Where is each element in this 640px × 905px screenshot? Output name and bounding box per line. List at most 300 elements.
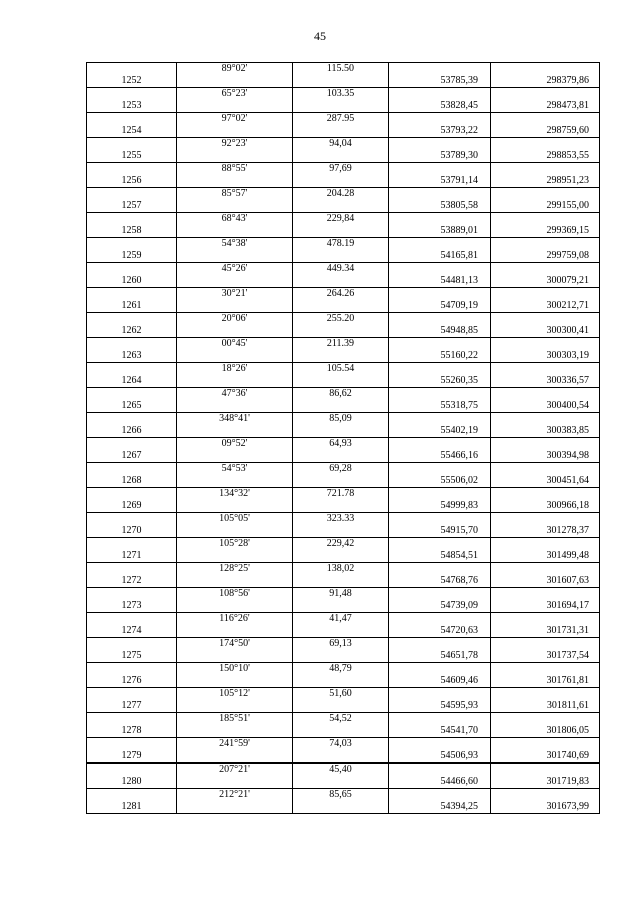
angle-cell: 128°25' — [177, 563, 293, 576]
point-number-cell: 1272 — [87, 575, 177, 588]
y-coordinate-cell — [491, 88, 600, 101]
point-number-cell — [87, 738, 177, 751]
length-cell: 51,60 — [293, 688, 389, 701]
table-row-point — [87, 675, 600, 688]
x-coordinate-cell — [389, 138, 491, 151]
x-coordinate-cell — [389, 288, 491, 301]
x-coordinate-cell: 54595,93 — [389, 700, 491, 713]
point-number-cell: 1260 — [87, 275, 177, 288]
angle-cell — [177, 625, 293, 638]
y-coordinate-cell — [491, 188, 600, 201]
table-row-segment — [87, 188, 600, 201]
point-number-cell — [87, 63, 177, 76]
angle-cell: 105°05' — [177, 513, 293, 526]
x-coordinate-cell — [389, 413, 491, 426]
y-coordinate-cell — [491, 413, 600, 426]
table-row-segment — [87, 763, 600, 776]
table-row-point — [87, 275, 600, 288]
x-coordinate-cell: 55506,02 — [389, 475, 491, 488]
x-coordinate-cell — [389, 238, 491, 251]
length-cell: 721.78 — [293, 488, 389, 501]
angle-cell: 20°06' — [177, 313, 293, 326]
x-coordinate-cell: 55318,75 — [389, 400, 491, 413]
y-coordinate-cell — [491, 288, 600, 301]
x-coordinate-cell — [389, 338, 491, 351]
length-cell: 323.33 — [293, 513, 389, 526]
x-coordinate-cell: 54768,76 — [389, 575, 491, 588]
angle-cell — [177, 100, 293, 113]
length-cell: 105.54 — [293, 363, 389, 376]
point-number-cell — [87, 188, 177, 201]
y-coordinate-cell — [491, 688, 600, 701]
y-coordinate-cell: 301499,48 — [491, 550, 600, 563]
y-coordinate-cell: 300212,71 — [491, 300, 600, 313]
length-cell: 69,13 — [293, 638, 389, 651]
point-number-cell — [87, 613, 177, 626]
angle-cell — [177, 700, 293, 713]
table-row-point — [87, 200, 600, 213]
length-cell — [293, 425, 389, 438]
y-coordinate-cell: 301719,83 — [491, 776, 600, 789]
length-cell — [293, 650, 389, 663]
point-number-cell — [87, 338, 177, 351]
point-number-cell: 1267 — [87, 450, 177, 463]
table-row-segment — [87, 738, 600, 751]
angle-cell — [177, 600, 293, 613]
angle-cell — [177, 750, 293, 763]
y-coordinate-cell — [491, 513, 600, 526]
table-row-segment — [87, 263, 600, 276]
table-row-point — [87, 750, 600, 763]
x-coordinate-cell: 54720,63 — [389, 625, 491, 638]
angle-cell — [177, 675, 293, 688]
angle-cell: 97°02' — [177, 113, 293, 126]
length-cell: 86,62 — [293, 388, 389, 401]
length-cell: 229,84 — [293, 213, 389, 226]
length-cell: 45,40 — [293, 763, 389, 776]
y-coordinate-cell: 300300,41 — [491, 325, 600, 338]
table-row-segment — [87, 713, 600, 726]
point-number-cell — [87, 263, 177, 276]
angle-cell: 89°02' — [177, 63, 293, 76]
table-row-segment — [87, 538, 600, 551]
angle-cell: 150°10' — [177, 663, 293, 676]
point-number-cell: 1269 — [87, 500, 177, 513]
x-coordinate-cell — [389, 488, 491, 501]
angle-cell: 30°21' — [177, 288, 293, 301]
x-coordinate-cell — [389, 588, 491, 601]
point-number-cell — [87, 313, 177, 326]
angle-cell: 54°53' — [177, 463, 293, 476]
x-coordinate-cell: 53793,22 — [389, 125, 491, 138]
y-coordinate-cell — [491, 313, 600, 326]
length-cell: 94,04 — [293, 138, 389, 151]
length-cell: 74,03 — [293, 738, 389, 751]
table-row-point — [87, 450, 600, 463]
y-coordinate-cell — [491, 388, 600, 401]
table-row-point — [87, 725, 600, 738]
x-coordinate-cell: 54915,70 — [389, 525, 491, 538]
angle-cell: 185°51' — [177, 713, 293, 726]
table-row-segment — [87, 688, 600, 701]
table-body — [87, 63, 600, 814]
y-coordinate-cell: 300336,57 — [491, 375, 600, 388]
point-number-cell: 1253 — [87, 100, 177, 113]
table-row-point — [87, 350, 600, 363]
angle-cell: 212°21' — [177, 789, 293, 802]
length-cell — [293, 350, 389, 363]
point-number-cell — [87, 789, 177, 802]
point-number-cell — [87, 513, 177, 526]
angle-cell: 174°50' — [177, 638, 293, 651]
point-number-cell — [87, 663, 177, 676]
length-cell — [293, 175, 389, 188]
x-coordinate-cell: 54506,93 — [389, 750, 491, 763]
x-coordinate-cell — [389, 513, 491, 526]
y-coordinate-cell — [491, 63, 600, 76]
x-coordinate-cell — [389, 763, 491, 776]
angle-cell — [177, 275, 293, 288]
x-coordinate-cell: 55466,16 — [389, 450, 491, 463]
length-cell — [293, 500, 389, 513]
table-row-point — [87, 525, 600, 538]
table-row-point — [87, 100, 600, 113]
table-row-segment — [87, 638, 600, 651]
point-number-cell — [87, 138, 177, 151]
length-cell: 69,28 — [293, 463, 389, 476]
table-row-segment — [87, 563, 600, 576]
angle-cell — [177, 650, 293, 663]
x-coordinate-cell — [389, 388, 491, 401]
x-coordinate-cell — [389, 263, 491, 276]
y-coordinate-cell — [491, 613, 600, 626]
angle-cell: 207°21' — [177, 763, 293, 776]
table-row-point — [87, 175, 600, 188]
x-coordinate-cell: 54999,83 — [389, 500, 491, 513]
y-coordinate-cell: 298379,86 — [491, 75, 600, 88]
length-cell — [293, 400, 389, 413]
x-coordinate-cell — [389, 463, 491, 476]
point-number-cell: 1274 — [87, 625, 177, 638]
angle-cell: 105°12' — [177, 688, 293, 701]
length-cell: 138,02 — [293, 563, 389, 576]
table-row-segment — [87, 163, 600, 176]
y-coordinate-cell: 301737,54 — [491, 650, 600, 663]
point-number-cell: 1281 — [87, 801, 177, 814]
y-coordinate-cell: 299759,08 — [491, 250, 600, 263]
angle-cell — [177, 776, 293, 789]
angle-cell: 348°41' — [177, 413, 293, 426]
length-cell — [293, 750, 389, 763]
table-row-point — [87, 375, 600, 388]
x-coordinate-cell: 55260,35 — [389, 375, 491, 388]
y-coordinate-cell: 298473,81 — [491, 100, 600, 113]
length-cell — [293, 325, 389, 338]
table-row-segment — [87, 588, 600, 601]
length-cell — [293, 625, 389, 638]
y-coordinate-cell: 299369,15 — [491, 225, 600, 238]
angle-cell: 134°32' — [177, 488, 293, 501]
table-row-point — [87, 300, 600, 313]
y-coordinate-cell — [491, 338, 600, 351]
length-cell: 449.34 — [293, 263, 389, 276]
point-number-cell: 1262 — [87, 325, 177, 338]
point-number-cell: 1254 — [87, 125, 177, 138]
page-number: 45 — [314, 29, 326, 43]
table-row-segment — [87, 613, 600, 626]
angle-cell — [177, 150, 293, 163]
point-number-cell: 1275 — [87, 650, 177, 663]
x-coordinate-cell: 54739,09 — [389, 600, 491, 613]
length-cell: 229,42 — [293, 538, 389, 551]
angle-cell — [177, 225, 293, 238]
point-number-cell: 1276 — [87, 675, 177, 688]
y-coordinate-cell — [491, 363, 600, 376]
point-number-cell: 1256 — [87, 175, 177, 188]
angle-cell — [177, 375, 293, 388]
point-number-cell — [87, 388, 177, 401]
length-cell: 85,09 — [293, 413, 389, 426]
point-number-cell — [87, 488, 177, 501]
x-coordinate-cell: 53785,39 — [389, 75, 491, 88]
y-coordinate-cell — [491, 163, 600, 176]
point-number-cell — [87, 238, 177, 251]
y-coordinate-cell: 300451,64 — [491, 475, 600, 488]
table-row-point — [87, 425, 600, 438]
length-cell — [293, 575, 389, 588]
point-number-cell — [87, 463, 177, 476]
table-row-segment — [87, 663, 600, 676]
point-number-cell — [87, 363, 177, 376]
y-coordinate-cell: 300383,85 — [491, 425, 600, 438]
table-row-point — [87, 75, 600, 88]
length-cell — [293, 550, 389, 563]
angle-cell — [177, 250, 293, 263]
x-coordinate-cell — [389, 638, 491, 651]
table-row-segment — [87, 63, 600, 76]
y-coordinate-cell: 300400,54 — [491, 400, 600, 413]
x-coordinate-cell: 54651,78 — [389, 650, 491, 663]
x-coordinate-cell: 54854,51 — [389, 550, 491, 563]
angle-cell: 45°26' — [177, 263, 293, 276]
length-cell — [293, 801, 389, 814]
angle-cell: 85°57' — [177, 188, 293, 201]
y-coordinate-cell — [491, 138, 600, 151]
length-cell — [293, 150, 389, 163]
point-number-cell: 1255 — [87, 150, 177, 163]
length-cell: 85,65 — [293, 789, 389, 802]
angle-cell — [177, 75, 293, 88]
x-coordinate-cell: 55402,19 — [389, 425, 491, 438]
y-coordinate-cell: 301806,05 — [491, 725, 600, 738]
table-row-point — [87, 400, 600, 413]
angle-cell — [177, 350, 293, 363]
point-number-cell: 1265 — [87, 400, 177, 413]
point-number-cell: 1252 — [87, 75, 177, 88]
table-row-point — [87, 650, 600, 663]
x-coordinate-cell: 54948,85 — [389, 325, 491, 338]
angle-cell — [177, 500, 293, 513]
y-coordinate-cell: 301607,63 — [491, 575, 600, 588]
x-coordinate-cell: 54165,81 — [389, 250, 491, 263]
y-coordinate-cell: 301694,17 — [491, 600, 600, 613]
angle-cell: 68°43' — [177, 213, 293, 226]
coordinates-table — [86, 62, 600, 814]
length-cell: 103.35 — [293, 88, 389, 101]
point-number-cell: 1257 — [87, 200, 177, 213]
table-row-segment — [87, 488, 600, 501]
point-number-cell — [87, 713, 177, 726]
point-number-cell: 1268 — [87, 475, 177, 488]
angle-cell — [177, 175, 293, 188]
angle-cell — [177, 400, 293, 413]
length-cell: 54,52 — [293, 713, 389, 726]
angle-cell — [177, 801, 293, 814]
x-coordinate-cell — [389, 88, 491, 101]
point-number-cell — [87, 288, 177, 301]
table-row-segment — [87, 388, 600, 401]
length-cell — [293, 75, 389, 88]
point-number-cell: 1266 — [87, 425, 177, 438]
angle-cell — [177, 125, 293, 138]
angle-cell — [177, 575, 293, 588]
x-coordinate-cell — [389, 713, 491, 726]
point-number-cell — [87, 763, 177, 776]
point-number-cell: 1259 — [87, 250, 177, 263]
table-row-point — [87, 801, 600, 814]
y-coordinate-cell: 300394,98 — [491, 450, 600, 463]
angle-cell: 65°23' — [177, 88, 293, 101]
point-number-cell: 1273 — [87, 600, 177, 613]
angle-cell — [177, 475, 293, 488]
table-row-segment — [87, 413, 600, 426]
y-coordinate-cell: 301673,99 — [491, 801, 600, 814]
point-number-cell: 1264 — [87, 375, 177, 388]
table-row-point — [87, 325, 600, 338]
length-cell: 115.50 — [293, 63, 389, 76]
point-number-cell — [87, 88, 177, 101]
length-cell — [293, 776, 389, 789]
point-number-cell: 1279 — [87, 750, 177, 763]
x-coordinate-cell: 53805,58 — [389, 200, 491, 213]
length-cell — [293, 600, 389, 613]
length-cell — [293, 250, 389, 263]
angle-cell: 105°28' — [177, 538, 293, 551]
length-cell: 204.28 — [293, 188, 389, 201]
angle-cell: 00°45' — [177, 338, 293, 351]
x-coordinate-cell: 55160,22 — [389, 350, 491, 363]
x-coordinate-cell: 54481,13 — [389, 275, 491, 288]
y-coordinate-cell — [491, 463, 600, 476]
point-number-cell — [87, 563, 177, 576]
y-coordinate-cell — [491, 563, 600, 576]
length-cell — [293, 300, 389, 313]
angle-cell: 54°38' — [177, 238, 293, 251]
y-coordinate-cell — [491, 238, 600, 251]
angle-cell — [177, 525, 293, 538]
point-number-cell — [87, 413, 177, 426]
table-row-segment — [87, 313, 600, 326]
x-coordinate-cell — [389, 113, 491, 126]
point-number-cell: 1261 — [87, 300, 177, 313]
x-coordinate-cell: 54394,25 — [389, 801, 491, 814]
table-row-segment — [87, 288, 600, 301]
length-cell — [293, 525, 389, 538]
table-row-segment — [87, 513, 600, 526]
table-row-segment — [87, 238, 600, 251]
length-cell: 91,48 — [293, 588, 389, 601]
angle-cell — [177, 550, 293, 563]
y-coordinate-cell — [491, 763, 600, 776]
point-number-cell — [87, 213, 177, 226]
angle-cell: 88°55' — [177, 163, 293, 176]
angle-cell: 47°36' — [177, 388, 293, 401]
length-cell — [293, 725, 389, 738]
table-row-segment — [87, 88, 600, 101]
table-row-segment — [87, 138, 600, 151]
table-row-point — [87, 250, 600, 263]
table-row-point — [87, 225, 600, 238]
length-cell — [293, 700, 389, 713]
table-row-point — [87, 150, 600, 163]
table-row-segment — [87, 113, 600, 126]
y-coordinate-cell — [491, 488, 600, 501]
x-coordinate-cell: 53889,01 — [389, 225, 491, 238]
point-number-cell — [87, 638, 177, 651]
angle-cell: 108°56' — [177, 588, 293, 601]
point-number-cell — [87, 438, 177, 451]
y-coordinate-cell: 300079,21 — [491, 275, 600, 288]
table-row-segment — [87, 438, 600, 451]
length-cell: 97,69 — [293, 163, 389, 176]
x-coordinate-cell: 54541,70 — [389, 725, 491, 738]
table-row-point — [87, 700, 600, 713]
length-cell — [293, 100, 389, 113]
table-row-segment — [87, 463, 600, 476]
table-row-point — [87, 625, 600, 638]
y-coordinate-cell — [491, 713, 600, 726]
x-coordinate-cell — [389, 438, 491, 451]
x-coordinate-cell — [389, 789, 491, 802]
length-cell — [293, 675, 389, 688]
x-coordinate-cell — [389, 563, 491, 576]
y-coordinate-cell: 299155,00 — [491, 200, 600, 213]
y-coordinate-cell — [491, 113, 600, 126]
length-cell: 264.26 — [293, 288, 389, 301]
table-row-point — [87, 776, 600, 789]
point-number-cell: 1263 — [87, 350, 177, 363]
length-cell — [293, 375, 389, 388]
y-coordinate-cell — [491, 588, 600, 601]
y-coordinate-cell: 301740,69 — [491, 750, 600, 763]
table-row-point — [87, 600, 600, 613]
table-row-point — [87, 125, 600, 138]
point-number-cell — [87, 163, 177, 176]
x-coordinate-cell — [389, 363, 491, 376]
point-number-cell: 1280 — [87, 776, 177, 789]
table-row-segment — [87, 338, 600, 351]
x-coordinate-cell — [389, 163, 491, 176]
y-coordinate-cell: 298759,60 — [491, 125, 600, 138]
y-coordinate-cell — [491, 663, 600, 676]
point-number-cell: 1271 — [87, 550, 177, 563]
y-coordinate-cell: 300966,18 — [491, 500, 600, 513]
table-row-segment — [87, 363, 600, 376]
y-coordinate-cell: 298951,23 — [491, 175, 600, 188]
point-number-cell — [87, 688, 177, 701]
y-coordinate-cell — [491, 263, 600, 276]
length-cell: 255.20 — [293, 313, 389, 326]
